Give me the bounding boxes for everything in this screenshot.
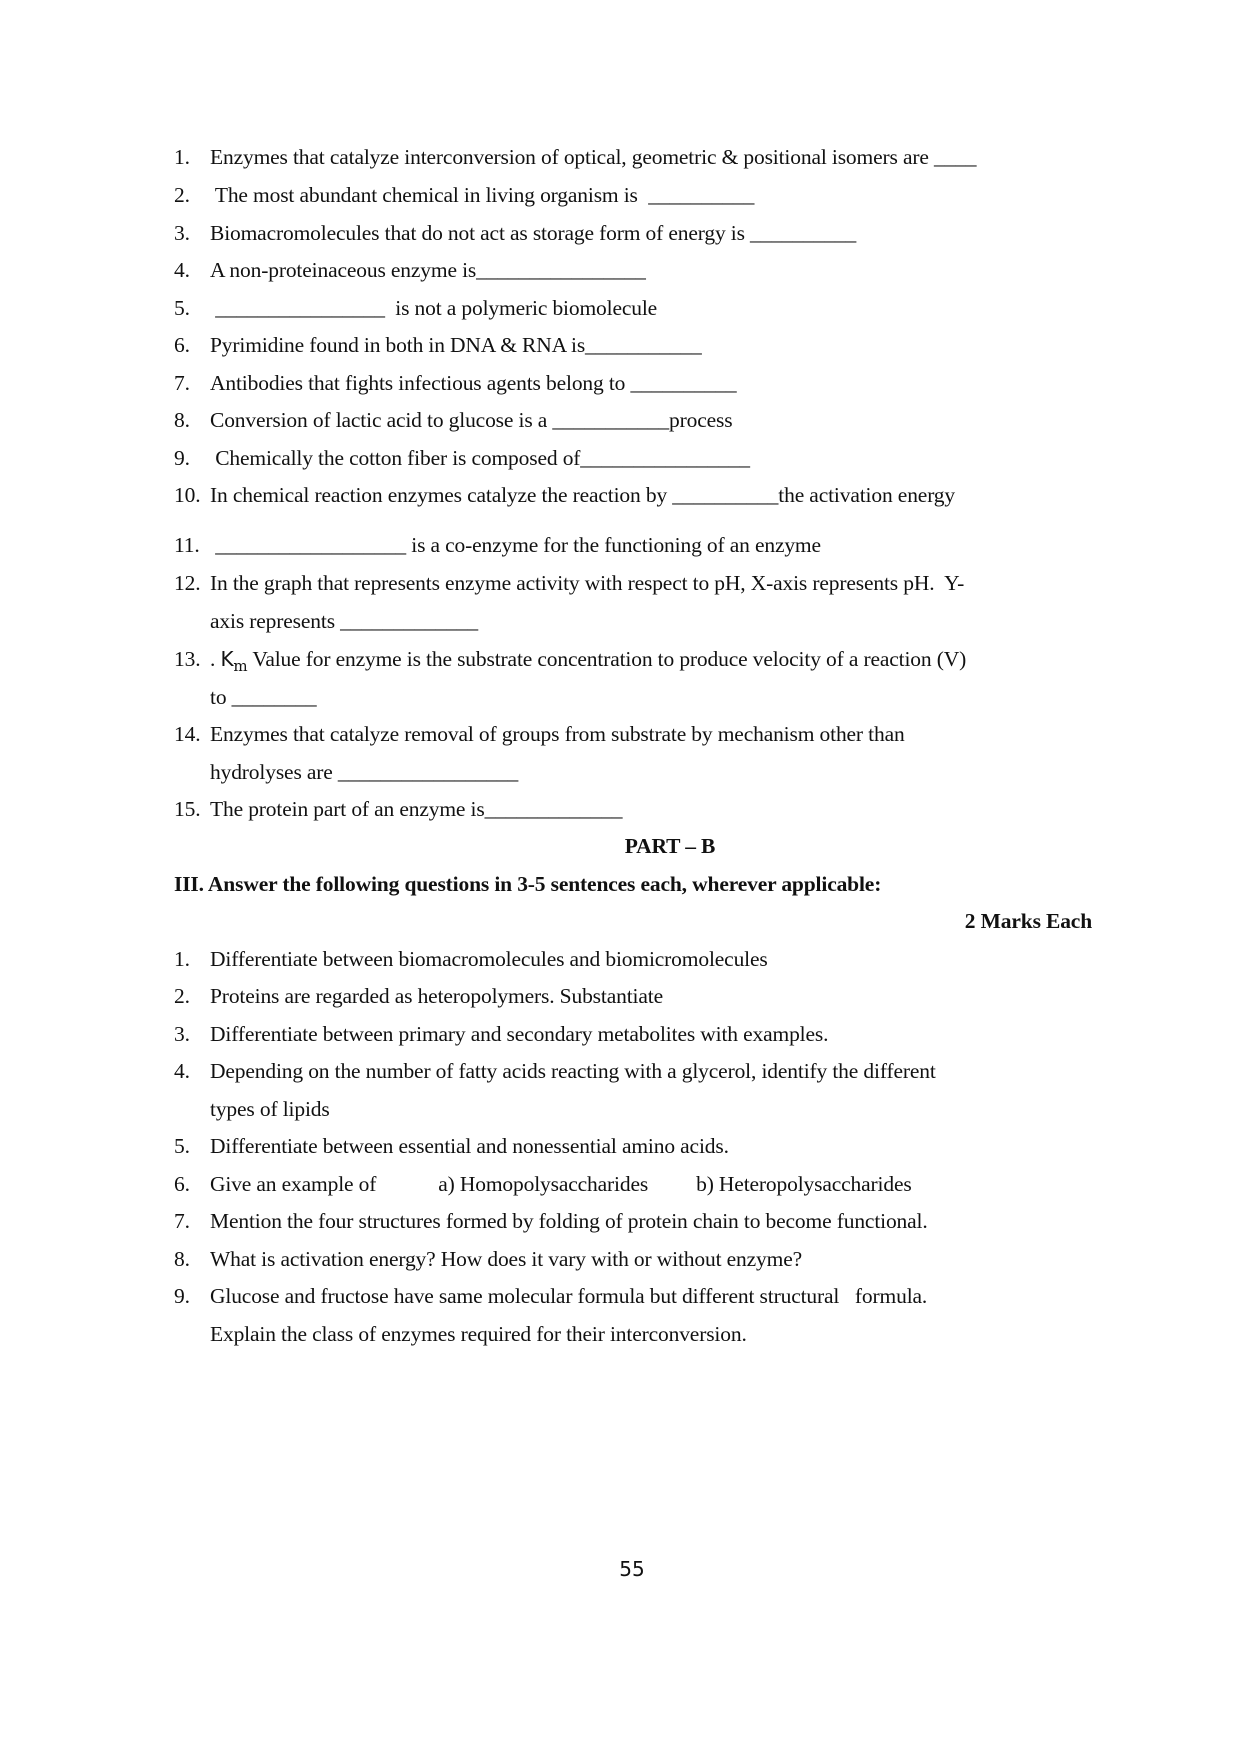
question-b9-continuation: Explain the class of enzymes required for their interconversion. <box>210 1322 747 1346</box>
question-b6 <box>174 1171 912 1197</box>
question-number: 4. <box>174 258 190 282</box>
question-text: Proteins are regarded as heteropolymers. Substantiate <box>210 984 663 1008</box>
question-text: Mention the four structures formed by folding of protein chain to become functional. <box>210 1209 928 1233</box>
question-a13 <box>174 646 966 679</box>
question-a7 <box>174 370 737 396</box>
question-text: Differentiate between biomacromolecules and biomicromolecules <box>210 947 768 971</box>
question-number: 12. <box>174 571 201 595</box>
question-text: Value for enzyme is the substrate concentration to produce velocity of a reaction (V) <box>247 647 967 671</box>
question-a6 <box>174 332 702 358</box>
section-instruction: III. Answer the following questions in 3-5 sentences each, wherever applicable: <box>174 872 882 896</box>
question-a3 <box>174 220 856 246</box>
question-a2 <box>174 182 754 208</box>
km-symbol: K <box>220 647 234 671</box>
question-text: Enzymes that catalyze removal of groups from substrate by mechanism other than <box>210 722 905 746</box>
question-number: 2. <box>174 183 190 207</box>
question-b5 <box>174 1133 729 1159</box>
question-number: 3. <box>174 1022 190 1046</box>
question-text: Enzymes that catalyze interconversion of optical, geometric & positional isomers are ____ <box>210 145 977 169</box>
question-number: 15. <box>174 797 201 821</box>
question-text: Depending on the number of fatty acids reacting with a glycerol, identify the different <box>210 1059 936 1083</box>
question-number: 8. <box>174 1247 190 1271</box>
question-b9 <box>174 1283 927 1309</box>
question-text: Differentiate between primary and secondary metabolites with examples. <box>210 1022 829 1046</box>
question-text: __________________ is a co-enzyme for the functioning of an enzyme <box>210 533 821 557</box>
question-b7 <box>174 1208 928 1234</box>
question-a5 <box>174 295 657 321</box>
question-number: 10. <box>174 483 201 507</box>
question-number: 14. <box>174 722 201 746</box>
question-number: 11. <box>174 533 200 557</box>
question-a8 <box>174 407 732 433</box>
question-number: 2. <box>174 984 190 1008</box>
option-a: a) Homopolysaccharides <box>438 1172 649 1196</box>
question-number: 6. <box>174 1172 190 1196</box>
question-b4-continuation: types of lipids <box>210 1097 330 1121</box>
question-text: The protein part of an enzyme is_____________ <box>210 797 623 821</box>
question-number: 5. <box>174 1134 190 1158</box>
question-text: Chemically the cotton fiber is composed of________________ <box>210 446 750 470</box>
marks-label: 2 Marks Each <box>964 909 1092 933</box>
question-a12-continuation: axis represents _____________ <box>210 609 478 633</box>
question-b8 <box>174 1246 802 1272</box>
question-number: 8. <box>174 408 190 432</box>
question-text: In the graph that represents enzyme activity with respect to pH, X-axis represents pH. Y- <box>210 571 965 595</box>
question-number: 9. <box>174 1284 190 1308</box>
question-text: Pyrimidine found in both in DNA & RNA is___________ <box>210 333 702 357</box>
question-text: Antibodies that fights infectious agents belong to __________ <box>210 371 737 395</box>
question-a13-continuation: to ________ <box>210 685 317 709</box>
question-number: 3. <box>174 221 190 245</box>
question-a15 <box>174 796 622 822</box>
km-subscript: m <box>233 657 248 675</box>
part-b-heading: PART – B <box>624 834 716 858</box>
question-prefix: . <box>210 647 221 671</box>
question-number: 5. <box>174 296 190 320</box>
question-b4 <box>174 1058 936 1084</box>
question-number: 9. <box>174 446 190 470</box>
question-number: 4. <box>174 1059 190 1083</box>
question-a14-continuation: hydrolyses are _________________ <box>210 760 519 784</box>
question-text: Conversion of lactic acid to glucose is a ___________process <box>210 408 733 432</box>
page-number: 55 <box>619 1557 645 1581</box>
question-a10 <box>174 482 955 508</box>
question-text: A non-proteinaceous enzyme is________________ <box>210 258 646 282</box>
question-a1 <box>174 144 976 170</box>
question-text: Give an example of <box>210 1172 377 1196</box>
question-text: In chemical reaction enzymes catalyze the reaction by __________the activation energy <box>210 483 956 507</box>
question-b1 <box>174 946 768 972</box>
question-number: 1. <box>174 947 190 971</box>
question-number: 7. <box>174 371 190 395</box>
question-b3 <box>174 1021 828 1047</box>
question-a9 <box>174 445 750 471</box>
question-text: What is activation energy? How does it vary with or without enzyme? <box>210 1247 802 1271</box>
question-text: Biomacromolecules that do not act as storage form of energy is __________ <box>210 221 857 245</box>
question-number: 13. <box>174 647 201 671</box>
question-a4 <box>174 257 646 283</box>
question-text: Glucose and fructose have same molecular formula but different structural formula. <box>210 1284 928 1308</box>
question-text: ________________ is not a polymeric biomolecule <box>210 296 658 320</box>
question-text: Differentiate between essential and nonessential amino acids. <box>210 1134 729 1158</box>
question-number: 1. <box>174 145 190 169</box>
question-number: 6. <box>174 333 190 357</box>
question-a11 <box>174 532 821 558</box>
question-text: The most abundant chemical in living organism is __________ <box>210 183 755 207</box>
question-a12 <box>174 570 964 596</box>
question-b2 <box>174 983 663 1009</box>
option-b: b) Heteropolysaccharides <box>696 1172 912 1196</box>
question-number: 7. <box>174 1209 190 1233</box>
question-a14 <box>174 721 905 747</box>
